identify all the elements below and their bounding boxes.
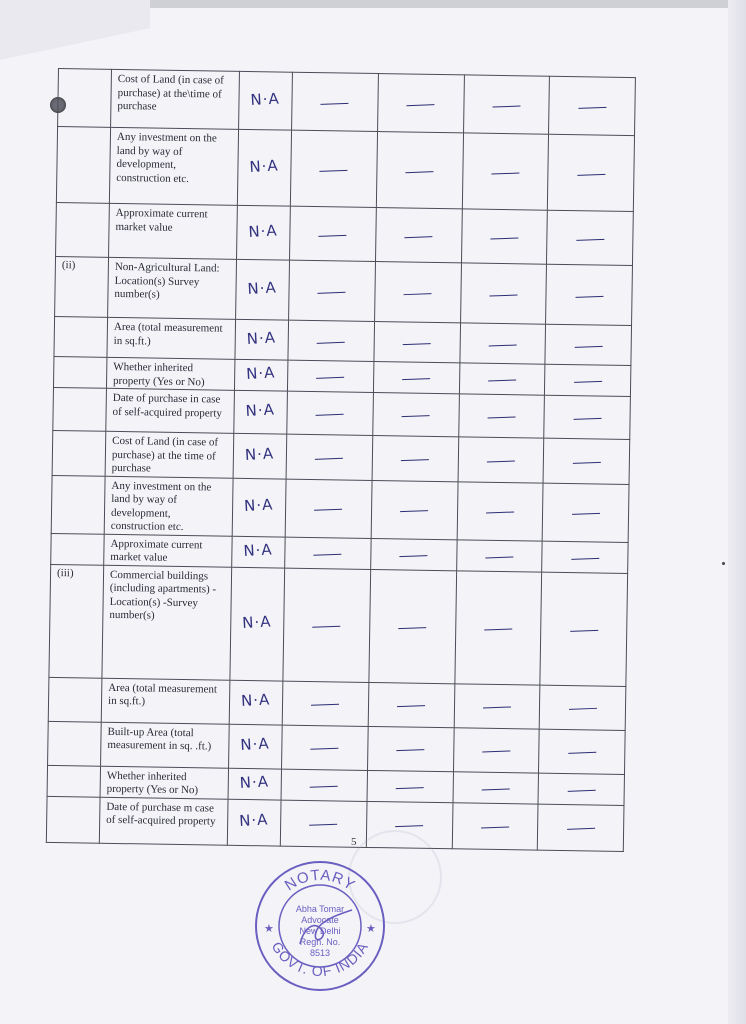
row-value-cell — [232, 478, 286, 537]
handwritten-dash — [314, 509, 342, 511]
blank-dash-cell — [370, 538, 456, 570]
handwritten-value: N·A — [240, 734, 271, 755]
handwritten-dash — [318, 292, 346, 294]
row-serial-number — [48, 721, 102, 766]
blank-dash-cell — [549, 76, 636, 135]
handwritten-dash — [396, 749, 424, 751]
blank-dash-cell — [282, 725, 368, 770]
handwritten-dash — [399, 555, 427, 557]
handwritten-dash — [319, 235, 347, 237]
handwritten-dash — [486, 512, 514, 514]
handwritten-dash — [406, 171, 434, 173]
handwritten-dash — [484, 628, 512, 630]
row-serial-number — [53, 387, 107, 431]
blank-dash-cell — [286, 434, 372, 480]
row-value-cell — [234, 359, 287, 391]
blank-dash-cell — [367, 726, 453, 771]
handwritten-value: N·A — [245, 400, 276, 421]
row-serial-number — [52, 430, 106, 475]
blank-dash-cell — [459, 323, 545, 364]
blank-dash-cell — [374, 262, 461, 323]
row-value-cell — [237, 129, 291, 206]
blank-dash-cell — [542, 541, 628, 573]
handwritten-dash — [576, 239, 604, 241]
handwritten-dash — [575, 296, 603, 298]
blank-dash-cell — [376, 132, 463, 209]
handwritten-value: N·A — [247, 278, 278, 298]
blank-dash-cell — [290, 206, 377, 261]
row-description: Any investment on the land by way of development, construction etc. — [109, 127, 238, 205]
row-serial-number — [54, 316, 108, 357]
handwritten-dash — [311, 748, 339, 750]
row-description: Non-Agricultural Land: Location(s) Survey number(s) — [108, 257, 237, 319]
row-value-cell — [239, 71, 293, 130]
handwritten-dash — [395, 825, 423, 827]
blank-dash-cell — [283, 568, 371, 682]
handwritten-value: N·A — [243, 540, 274, 560]
row-value-cell — [235, 319, 289, 360]
stamp-line-3: New Delhi — [299, 926, 341, 936]
page-right-edge — [728, 0, 746, 1024]
handwritten-value: N·A — [242, 612, 273, 632]
blank-dash-cell — [542, 483, 629, 542]
page-number: 5 — [351, 836, 357, 848]
row-serial-number — [46, 796, 100, 843]
handwritten-dash — [491, 172, 519, 174]
handwritten-dash — [314, 554, 342, 556]
table-row — [46, 796, 624, 851]
handwritten-value: N·A — [244, 495, 275, 516]
row-description: Built-up Area (total measurement in sq. .ft.) — [101, 722, 230, 768]
handwritten-dash — [407, 104, 435, 106]
blank-dash-cell — [458, 437, 544, 483]
table-row — [49, 564, 628, 686]
handwritten-dash — [573, 418, 601, 420]
handwritten-dash — [485, 556, 513, 558]
row-description: Whether inherited property (Yes or No) — [100, 766, 228, 799]
row-value-cell — [236, 259, 290, 320]
blank-dash-cell — [292, 72, 379, 131]
row-serial-number: (iii) — [49, 564, 104, 678]
blank-dash-cell — [545, 364, 631, 396]
handwritten-dash — [405, 236, 433, 238]
blank-dash-cell — [538, 804, 624, 851]
row-serial-number — [51, 533, 104, 565]
blank-dash-cell — [546, 264, 633, 325]
blank-dash-cell — [377, 74, 464, 133]
handwritten-value: N·A — [244, 444, 275, 464]
row-description: Area (total measurement in sq.ft.) — [101, 678, 230, 724]
handwritten-value: N·A — [246, 328, 277, 348]
handwritten-dash — [402, 415, 430, 417]
stamp-line-2: Advocate — [301, 915, 339, 925]
row-value-cell — [232, 536, 285, 568]
handwritten-dash — [321, 103, 349, 105]
row-value-cell — [234, 390, 288, 434]
table-row — [56, 127, 634, 212]
row-serial-number — [58, 69, 112, 128]
row-description: Whether inherited property (Yes or No) — [106, 357, 234, 390]
row-description: Approximate current market value — [109, 203, 238, 259]
handwritten-dash — [481, 827, 509, 829]
blank-dash-cell — [290, 130, 377, 207]
handwritten-value: N·A — [250, 89, 281, 109]
row-value-cell — [227, 799, 281, 846]
blank-dash-cell — [461, 209, 548, 264]
stamp-top-text: NOTARY — [281, 866, 359, 895]
table-row — [58, 69, 636, 136]
handwritten-value: N·A — [249, 156, 280, 176]
handwritten-dash — [489, 344, 517, 346]
handwritten-dash — [401, 459, 429, 461]
handwritten-dash — [310, 824, 338, 826]
blank-dash-cell — [287, 360, 373, 392]
blank-dash-cell — [367, 770, 453, 802]
handwritten-dash — [570, 630, 598, 632]
blank-dash-cell — [456, 539, 542, 571]
stamp-line-5: 8513 — [309, 948, 331, 958]
handwritten-dash — [404, 293, 432, 295]
handwritten-dash — [578, 107, 606, 109]
blank-dash-cell — [373, 392, 459, 436]
handwritten-dash — [316, 414, 344, 416]
blank-dash-cell — [538, 773, 624, 805]
blank-dash-cell — [287, 391, 373, 435]
blank-dash-cell — [454, 683, 540, 728]
blank-dash-cell — [548, 134, 635, 211]
blank-dash-cell — [285, 479, 372, 538]
blank-dash-cell — [540, 572, 628, 686]
handwritten-dash — [317, 377, 345, 379]
blank-dash-cell — [369, 569, 457, 683]
row-description: Area (total measurement in sq.ft.) — [107, 317, 236, 359]
row-value-cell — [233, 433, 287, 478]
blank-dash-cell — [539, 729, 625, 774]
blank-dash-cell — [545, 324, 631, 365]
handwritten-dash — [483, 707, 511, 709]
handwritten-dash — [397, 705, 425, 707]
property-details-table — [46, 68, 636, 851]
blank-dash-cell — [454, 570, 542, 684]
handwritten-dash — [567, 790, 595, 792]
blank-dash-cell — [543, 438, 629, 484]
row-description: Date of purchase m case of self-acquired property — [99, 797, 228, 845]
handwritten-dash — [488, 380, 516, 382]
table-row — [56, 202, 634, 265]
blank-dash-cell — [453, 771, 539, 803]
blank-dash-cell — [374, 321, 460, 362]
row-serial-number: (ii) — [55, 256, 109, 317]
blank-dash-cell — [281, 769, 367, 801]
stamp-star-right-icon: ★ — [366, 923, 376, 935]
row-serial-number — [53, 356, 106, 388]
blank-dash-cell — [463, 75, 550, 134]
handwritten-dash — [574, 346, 602, 348]
blank-dash-cell — [282, 681, 368, 726]
blank-dash-cell — [371, 480, 458, 539]
handwritten-dash — [313, 626, 341, 628]
row-description: Any investment on the land by way of development, construction etc. — [104, 476, 233, 536]
handwritten-dash — [400, 510, 428, 512]
handwritten-dash — [487, 417, 515, 419]
row-value-cell — [237, 205, 291, 260]
handwritten-dash — [482, 751, 510, 753]
handwritten-dash — [577, 174, 605, 176]
row-description: Approximate current market value — [104, 534, 232, 567]
row-serial-number — [48, 677, 102, 722]
row-serial-number — [56, 202, 110, 257]
row-value-cell — [228, 768, 281, 800]
handwritten-dash — [567, 828, 595, 830]
blank-dash-cell — [462, 133, 549, 210]
blank-dash-cell — [453, 727, 539, 772]
row-serial-number — [51, 475, 105, 534]
row-value-cell — [229, 680, 283, 725]
blank-dash-cell — [372, 435, 458, 481]
blank-dash-cell — [457, 481, 544, 540]
row-serial-number — [56, 127, 110, 204]
row-description: Cost of Land (in case of purchase) at the time of purchase — [105, 431, 234, 478]
handwritten-dash — [568, 752, 596, 754]
blank-dash-cell — [452, 802, 538, 849]
handwritten-dash — [402, 378, 430, 380]
handwritten-dash — [317, 342, 345, 344]
blank-dash-cell — [547, 210, 634, 265]
blank-dash-cell — [539, 685, 625, 730]
handwritten-dash — [311, 704, 339, 706]
handwritten-dash — [320, 170, 348, 172]
handwritten-dash — [572, 462, 600, 464]
handwritten-dash — [315, 458, 343, 460]
handwritten-value: N·A — [239, 810, 270, 831]
stamp-line-4: Regn. No. — [299, 937, 341, 947]
ink-speck — [722, 562, 725, 565]
handwritten-dash — [492, 105, 520, 107]
blank-dash-cell — [459, 363, 545, 395]
notary-stamp — [252, 858, 388, 994]
row-description: Date of purchase in case of self-acquired property — [106, 388, 235, 433]
handwritten-dash — [571, 558, 599, 560]
underlying-sheet-corner — [0, 0, 150, 60]
row-description: Commercial buildings (including apartments) -Location(s) -Survey number(s) — [102, 565, 232, 680]
blank-dash-cell — [544, 395, 630, 439]
row-value-cell — [230, 567, 285, 681]
blank-dash-cell — [368, 682, 454, 727]
handwritten-dash — [398, 627, 426, 629]
handwritten-dash — [489, 294, 517, 296]
table-row — [55, 256, 633, 325]
handwritten-dash — [487, 460, 515, 462]
handwritten-value: N·A — [248, 221, 279, 241]
handwritten-dash — [572, 513, 600, 515]
handwritten-value: N·A — [239, 772, 270, 792]
handwritten-dash — [569, 708, 597, 710]
blank-dash-cell — [373, 361, 459, 393]
handwritten-dash — [403, 343, 431, 345]
handwritten-value: N·A — [240, 690, 272, 711]
blank-dash-cell — [458, 394, 544, 438]
handwritten-dash — [396, 787, 424, 789]
handwritten-value: N·A — [246, 363, 277, 384]
blank-dash-cell — [288, 320, 374, 361]
row-description: Cost of Land (in case of purchase) at the\time of purchase — [111, 69, 240, 129]
blank-dash-cell — [289, 260, 376, 321]
blank-dash-cell — [375, 208, 462, 263]
row-value-cell — [229, 724, 283, 769]
handwritten-dash — [482, 788, 510, 790]
blank-dash-cell — [460, 263, 547, 324]
handwritten-dash — [310, 786, 338, 788]
stamp-line-1: Abha Tomar — [295, 904, 345, 914]
blank-dash-cell — [285, 537, 371, 569]
handwritten-dash — [574, 381, 602, 383]
stamp-bottom-text: GOVT. OF INDIA — [268, 938, 372, 980]
row-serial-number — [47, 765, 100, 797]
handwritten-dash — [490, 237, 518, 239]
stamp-star-left-icon: ★ — [264, 923, 274, 935]
table-row — [51, 475, 629, 542]
